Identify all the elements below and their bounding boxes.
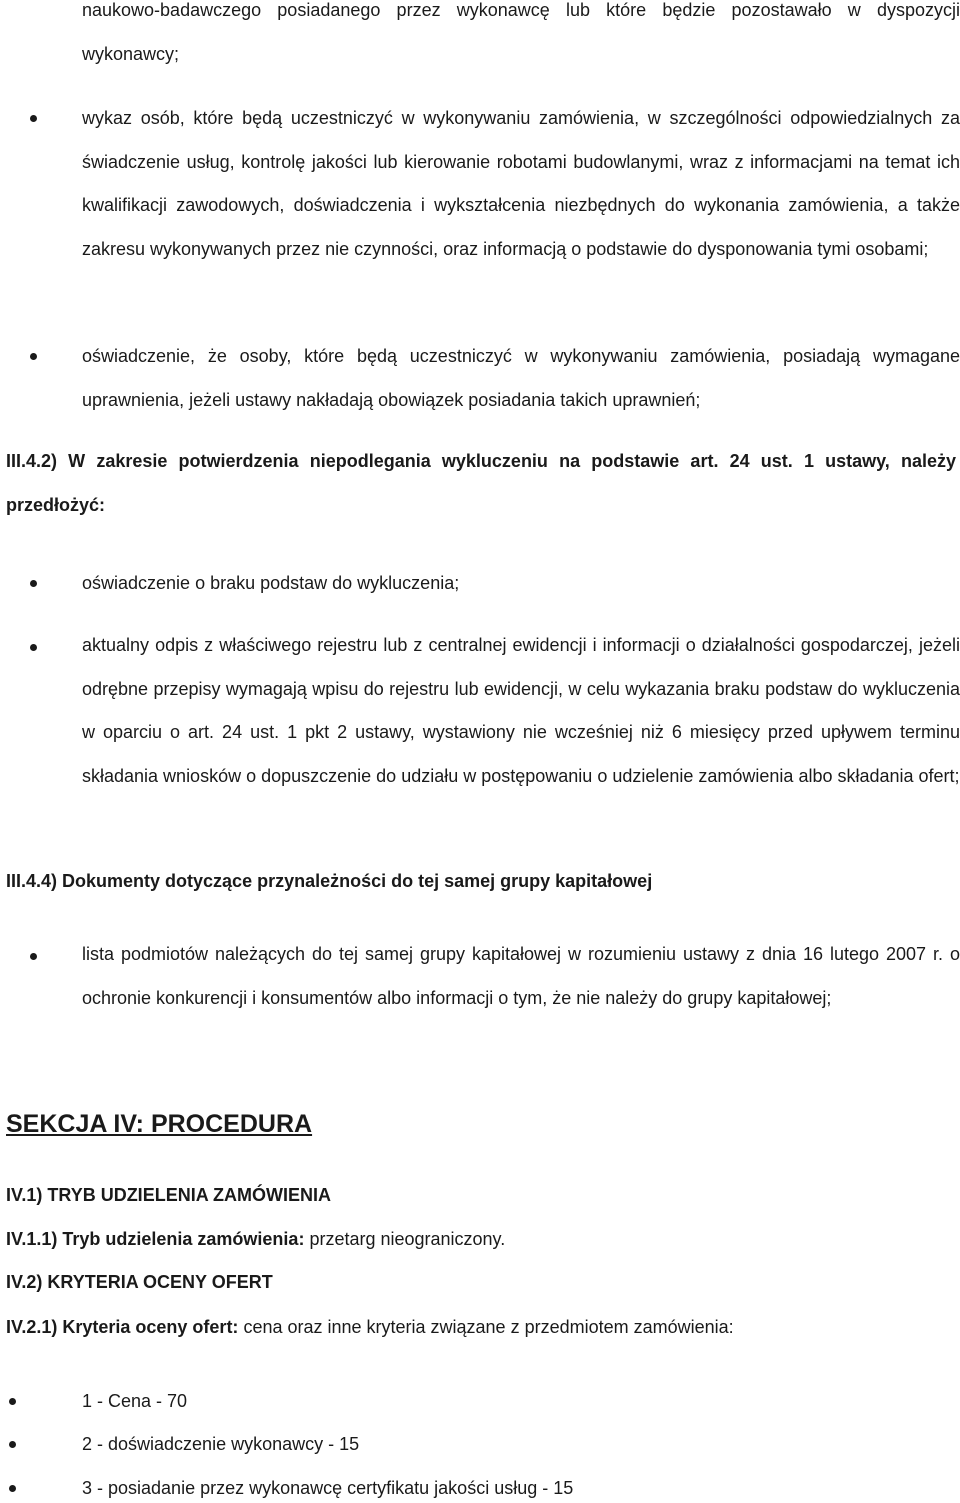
iv-1-1-label: IV.1.1) Tryb udzielenia zamówienia: [6, 1229, 305, 1249]
subheading-iv-2 [6, 1267, 273, 1297]
bullet-icon [30, 644, 37, 651]
criteria-item: 1 - Cena - 70 [82, 1391, 188, 1411]
bullet-icon [30, 580, 37, 587]
subheading-iv-1 [6, 1180, 331, 1210]
iv-2-1-label: IV.2.1) Kryteria oceny ofert: [6, 1317, 239, 1337]
list-item: oświadczenie, że osoby, które będą uczestniczyć w wykonywaniu zamówienia, posiadają wymagane uprawnienia, jeżeli ustawy nakładają obowiązek posiadania takich uprawnień; [82, 346, 960, 410]
heading-3-4-4: III.4.4) Dokumenty dotyczące przynależności do tej samej grupy kapitałowej [6, 871, 653, 891]
list-item: wykaz osób, które będą uczestniczyć w wykonywaniu zamówienia, w szczególności odpowiedzialnych za świadczenie usług, kontrolę jakości lub kierowanie robotami budowlanymi, wraz z informacjami na temat ich kwalifikacji zawodowych, doświadczenia i wykształcenia niezbędnych do wykonania zamówienia, a także zakresu wykonywanych przez nie czynności, oraz informacją o podstawie do dysponowania tymi osobami; [82, 108, 960, 259]
list-item: oświadczenie o braku podstaw do wykluczenia; [82, 573, 460, 593]
bullet-icon [30, 115, 37, 122]
list-item: lista podmiotów należących do tej samej grupy kapitałowej w rozumieniu ustawy z dnia 16 lutego 2007 r. o ochronie konkurencji i konsumentów albo informacji o tym, że nie należy do grupy kapitałowej; [82, 944, 960, 1008]
bullet-icon [9, 1441, 16, 1448]
bullet-icon [30, 353, 37, 360]
iv-1-1-row [6, 1224, 505, 1254]
criteria-item: 2 - doświadczenie wykonawcy - 15 [82, 1434, 360, 1454]
subheading-iv-1-text: IV.1) TRYB UDZIELENIA ZAMÓWIENIA [6, 1185, 332, 1205]
bullet-icon [30, 953, 37, 960]
iv-2-1-value: cena oraz inne kryteria związane z przedmiotem zamówienia: [238, 1317, 734, 1337]
heading-3-4-2: III.4.2) W zakresie potwierdzenia niepodlegania wykluczeniu na podstawie art. 24 ust. 1 ustawy, należy przedłożyć: [6, 451, 956, 515]
iv-1-1-value: przetarg nieograniczony. [304, 1229, 506, 1249]
bullet-icon [9, 1398, 16, 1405]
subheading-iv-2-text: IV.2) KRYTERIA OCENY OFERT [6, 1272, 273, 1292]
criteria-item: 3 - posiadanie przez wykonawcę certyfikatu jakości usług - 15 [82, 1478, 574, 1498]
section-title: SEKCJA IV: PROCEDURA [6, 1110, 313, 1138]
bullet-icon [9, 1485, 16, 1492]
list-item: aktualny odpis z właściwego rejestru lub z centralnej ewidencji i informacji o działalności gospodarczej, jeżeli odrębne przepisy wymagają wpisu do rejestru lub ewidencji, w celu wykazania braku podstaw do wykluczenia w oparciu o art. 24 ust. 1 pkt 2 ustawy, wystawiony nie wcześniej niż 6 miesięcy przed upływem terminu składania wniosków o dopuszczenie do udziału w postępowaniu o udzielenie zamówienia albo składania ofert; [82, 635, 960, 786]
iv-2-1-row [6, 1312, 734, 1342]
continuation-paragraph: naukowo-badawczego posiadanego przez wykonawcę lub które będzie pozostawało w dyspozycji wykonawcy; [82, 0, 960, 64]
